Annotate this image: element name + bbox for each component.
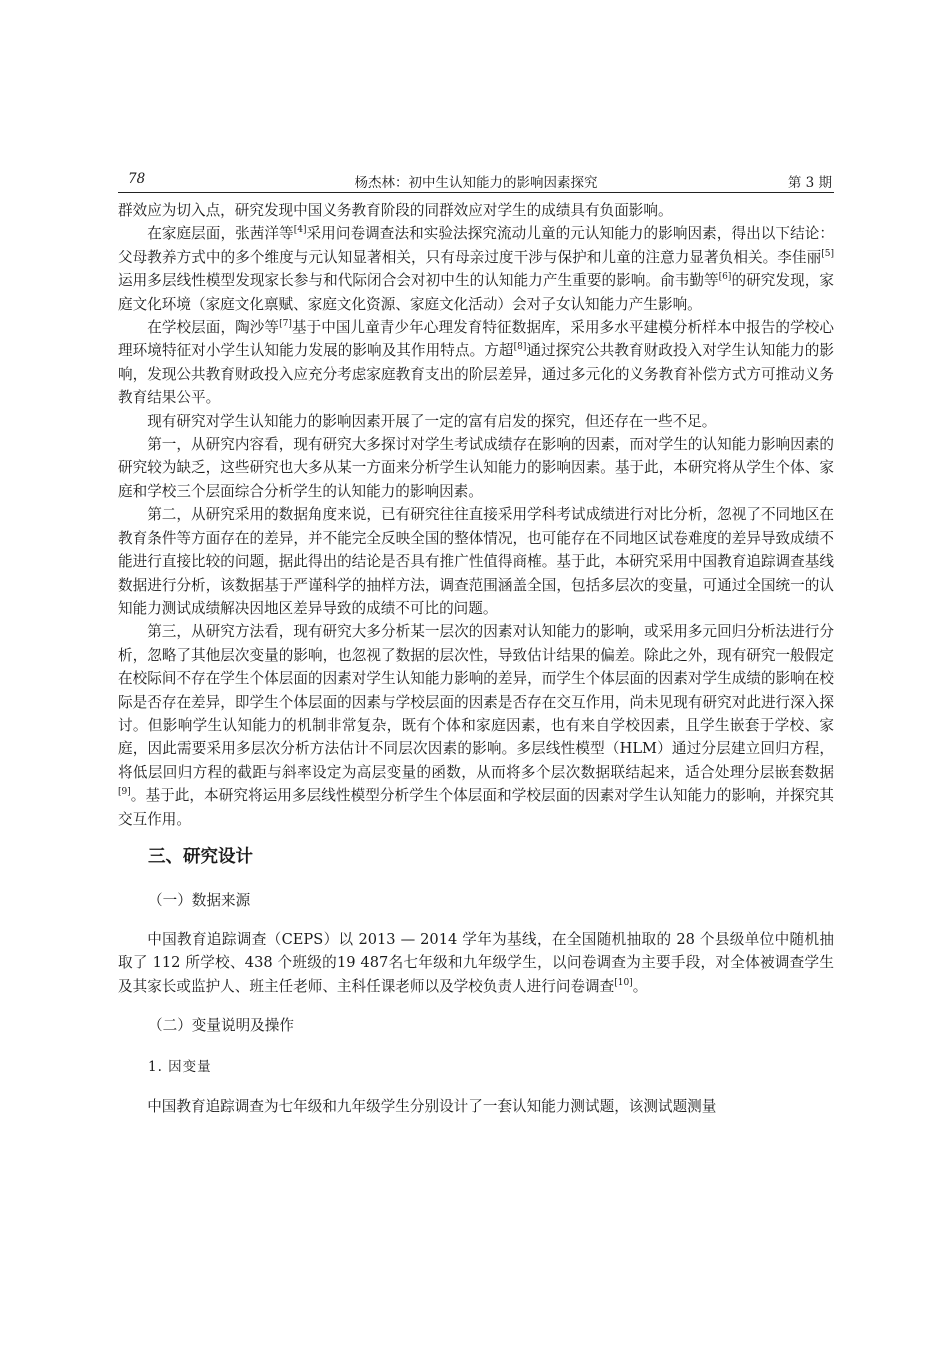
paragraph-text: 中国教育追踪调查（CEPS）以 2013 — 2014 学年为基线，在全国随机抽取的 28 个县级单位中随机抽取了 112 所学校、438 个班级的19 487名七年级和九年级学生，以问卷调查为主要手段，对全体被调查学生及其家长或监护人、班主任老师、主科任课老师以及学校负责人进行问卷调查 (118, 930, 834, 995)
paragraph-text: 。 (632, 977, 648, 995)
paragraph-third (118, 620, 834, 831)
paragraph-dependent-variable (118, 1095, 834, 1118)
subsection-heading-data-source: （一）数据来源 (148, 891, 251, 909)
paragraph-family-level (118, 222, 834, 316)
paragraph-text: 在家庭层面，张茜洋等 (147, 225, 294, 243)
citation-ref: [4] (293, 225, 307, 236)
paragraph-continued (118, 199, 834, 222)
paragraph-second (118, 503, 834, 620)
paragraph-first (118, 433, 834, 503)
page-number: 78 (128, 171, 146, 187)
running-title: 杨杰林：初中生认知能力的影响因素探究 (354, 175, 598, 191)
paragraph-data-source (118, 928, 834, 998)
paragraph-text: 在学校层面，陶沙等 (147, 319, 280, 337)
paragraph-text: 基于中国儿童青少年心理发育特征数据库，采用多水平建模分析样本中报告的学校心理环境特征对小学生认知能力发展的影响及其作用特点。方超 (118, 319, 834, 360)
citation-ref: [5] (821, 248, 834, 259)
paragraph-text: 运用多层线性模型发现家长参与和代际闭合会对初中生的认知能力产生重要的影响。俞韦勤等 (118, 272, 719, 290)
paragraph-text: 现有研究对学生认知能力的影响因素开展了一定的富有启发的探究，但还存在一些不足。 (147, 412, 717, 430)
paragraph-text: 采用问卷调查法和实验法探究流动儿童的元认知能力的影响因素，得出以下结论：父母教养方式中的多个维度与元认知显著相关，只有母亲过度干涉与保护和儿童的注意力显著负相关。李佳丽 (118, 225, 834, 266)
paragraph-text: 的研究发现，家庭文化环境（家庭文化禀赋、家庭文化资源、家庭文化活动）会对子女认知能力产生影响。 (118, 272, 834, 313)
paragraph-text: 群效应为切入点，研究发现中国义务教育阶段的同群效应对学生的成绩具有负面影响。 (118, 202, 673, 219)
citation-ref: [10] (614, 977, 633, 988)
issue-number: 第 3 期 (787, 175, 832, 191)
citation-ref: [6] (718, 272, 732, 283)
section-heading: 三、研究设计 (148, 846, 253, 867)
citation-ref: [9] (118, 787, 131, 798)
subsection-heading-variables: （二）变量说明及操作 (148, 1017, 294, 1035)
running-header (118, 170, 834, 193)
article-body (118, 199, 834, 1119)
paragraph-text: 通过探究公共教育财政投入对学生认知能力的影响，发现公共教育财政投入应充分考虑家庭教育支出的阶层差异，通过多元化的义务教育补偿方式方可推动义务教育结果公平。 (118, 342, 834, 407)
paragraph-text: 第一，从研究内容看，现有研究大多探讨对学生考试成绩存在影响的因素，而对学生的认知能力影响因素的研究较为缺乏，这些研究也大多从某一方面来分析学生认知能力的影响因素。基于此，本研究将从学生个体、家庭和学校三个层面综合分析学生的认知能力的影响因素。 (118, 436, 834, 500)
citation-ref: [8] (513, 342, 527, 353)
subsubsection-heading-dependent-variable: 1. 因变量 (148, 1059, 212, 1076)
paragraph-text: 中国教育追踪调查为七年级和九年级学生分别设计了一套认知能力测试题，该测试题测量 (147, 1098, 717, 1116)
citation-ref: [7] (279, 319, 292, 330)
paragraph-school-level (118, 316, 834, 410)
paragraph-text: 第二，从研究采用的数据角度来说，已有研究往往直接采用学科考试成绩进行对比分析，忽视了不同地区在教育条件等方面存在的差异，并不能完全反映全国的整体情况，也可能存在不同地区试卷难度的差异导致成绩不能进行直接比较的问题，据此得出的结论是否具有推广性值得商榷。基于此，本研究采用中国教育追踪调查基线数据进行分析，该数据基于严谨科学的抽样方法，调查范围涵盖全国，包括多层次的变量，可通过全国统一的认知能力测试成绩解决因地区差异导致的成绩不可比的问题。 (118, 506, 834, 617)
paragraph-text: 。基于此，本研究将运用多层线性模型分析学生个体层面和学校层面的因素对学生认知能力的影响，并探究其交互作用。 (118, 787, 834, 828)
paragraph-shortcomings (118, 410, 834, 433)
paragraph-text: 第三，从研究方法看，现有研究大多分析某一层次的因素对认知能力的影响，或采用多元回归分析法进行分析，忽略了其他层次变量的影响，也忽视了数据的层次性，导致估计结果的偏差。除此之外，现有研究一般假定在校际间不存在学生个体层面的因素对学生认知能力影响的差异，而学生个体层面的因素对学生成绩的影响在校际是否存在差异，即学生个体层面的因素与学校层面的因素是否存在交互作用，尚未见现有研究对此进行深入探讨。但影响学生认知能力的机制非常复杂，既有个体和家庭因素，也有来自学校因素，且学生嵌套于学校、家庭，因此需要采用多层次分析方法估计不同层次因素的影响。多层线性模型（HLM）通过分层建立回归方程，将低层回归方程的截距与斜率设定为高层变量的函数，从而将多个层次数据联结起来，适合处理分层嵌套数据 (118, 623, 834, 781)
